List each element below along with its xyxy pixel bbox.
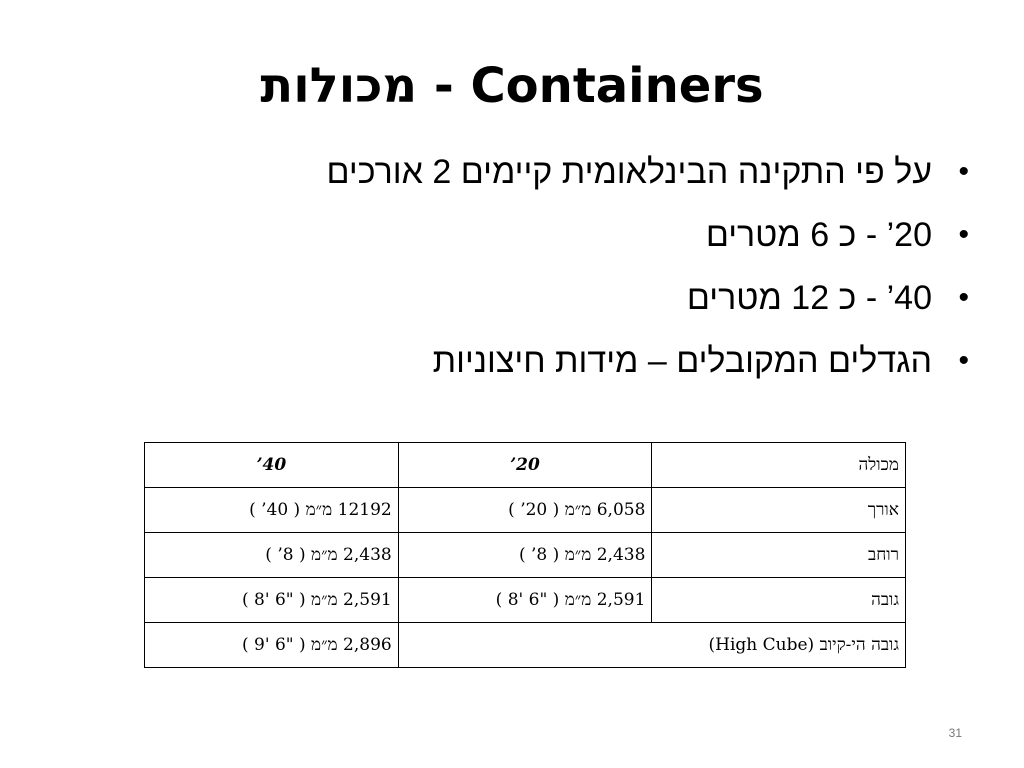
bullet-item: [89, 215, 969, 255]
bullet-icon: •: [958, 155, 969, 188]
value-40ft: 12192 מ״מ ( 40’ ): [145, 488, 399, 533]
bullet-text: 20’ - כ 6 מטרים: [705, 216, 932, 254]
value-40ft-high-cube: 2,896 מ״מ ( "6 '9 ): [145, 623, 399, 668]
value-20ft: 2,438 מ״מ ( 8’ ): [398, 533, 652, 578]
table-row: [145, 533, 906, 578]
bullet-text: על פי התקינה הבינלאומית קיימים 2 אורכים: [326, 153, 932, 191]
bullet-item: [89, 278, 969, 318]
table-row: [145, 623, 906, 668]
bullet-icon: •: [958, 218, 969, 251]
header-cell-20ft: 20’: [398, 443, 652, 488]
header-cell-40ft: 40’: [145, 443, 399, 488]
table-header-row: [145, 443, 906, 488]
row-label-high-cube: גובה הי-קיוב (High Cube): [398, 623, 905, 668]
row-label: אורך: [652, 488, 906, 533]
slide-title: מכולות - Containers: [260, 58, 764, 114]
row-label: גובה: [652, 578, 906, 623]
bullet-item: [89, 152, 969, 192]
bullet-icon: •: [958, 281, 969, 314]
page-number: 31: [948, 726, 962, 740]
value-40ft: 2,591 מ״מ ( "6 '8 ): [145, 578, 399, 623]
bullet-text: הגדלים המקובלים – מידות חיצוניות: [432, 342, 932, 380]
bullet-icon: •: [958, 344, 969, 377]
container-sizes-table: [144, 442, 906, 668]
header-cell-container: מכולה: [652, 443, 906, 488]
bullet-text: 40’ - כ 12 מטרים: [686, 279, 932, 317]
bullet-list: [89, 152, 969, 404]
value-20ft: 2,591 מ״מ ( "6 '8 ): [398, 578, 652, 623]
table-row: [145, 488, 906, 533]
table-row: [145, 578, 906, 623]
value-40ft: 2,438 מ״מ ( 8’ ): [145, 533, 399, 578]
bullet-item: [89, 341, 969, 381]
value-20ft: 6,058 מ״מ ( 20’ ): [398, 488, 652, 533]
row-label: רוחב: [652, 533, 906, 578]
